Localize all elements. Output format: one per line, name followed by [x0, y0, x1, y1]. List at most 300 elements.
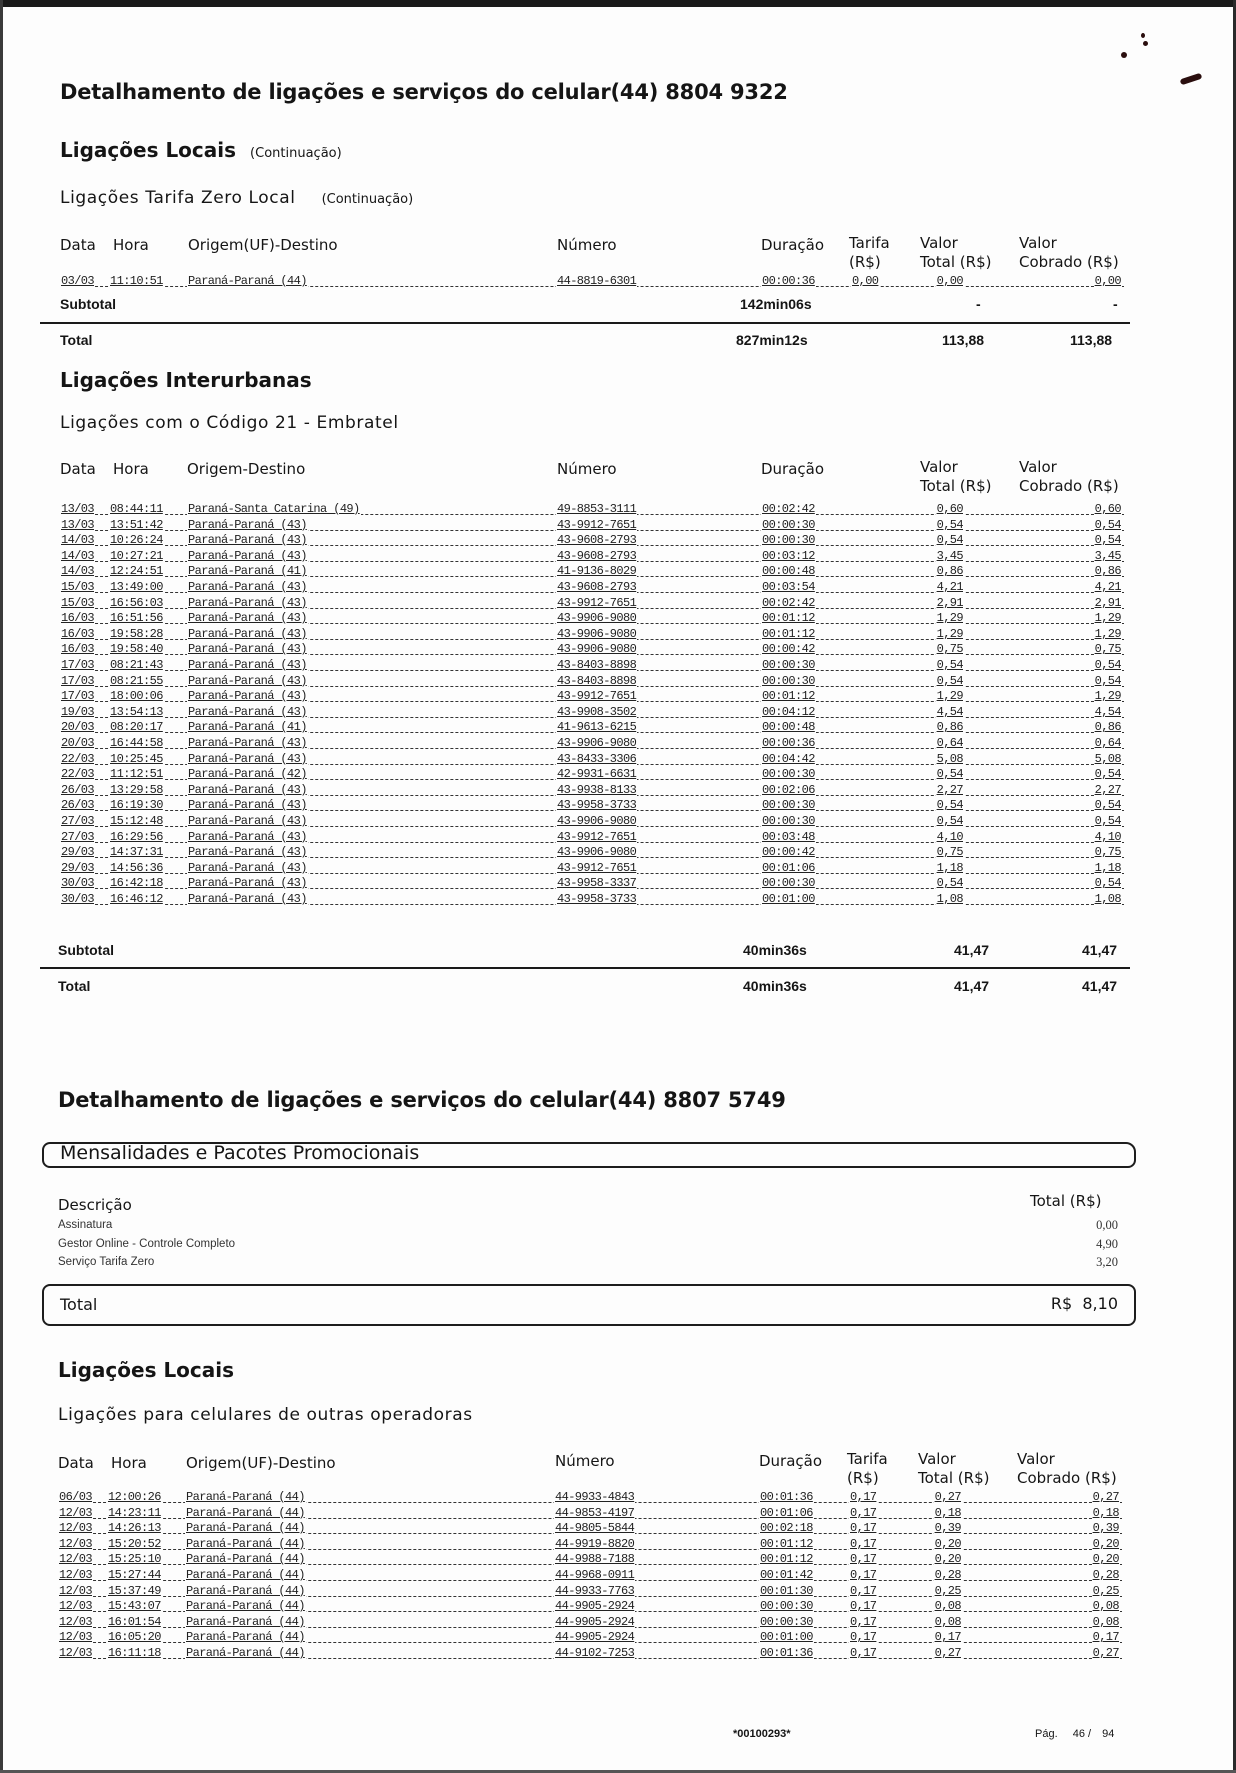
cell-data: 19/03: [61, 704, 95, 719]
cell-origem: Paraná-Paraná (43): [188, 751, 307, 766]
cell-valor-total: 2,27: [936, 782, 963, 797]
cell-tarifa: 0,17: [850, 1552, 877, 1567]
cell-duracao: 00:02:18: [760, 1521, 813, 1536]
cell-duracao: 00:03:48: [762, 829, 815, 844]
col-numero: Número: [557, 236, 617, 254]
cell-numero: 42-9931-6631: [557, 767, 637, 782]
cell-origem: Paraná-Paraná (44): [188, 274, 307, 288]
mensalidades-heading: Mensalidades e Pacotes Promocionais: [60, 1142, 420, 1164]
cell-numero: 43-9608-2793: [557, 548, 637, 563]
cell-valor-cobrado: 0,18: [1092, 1505, 1119, 1520]
cell-hora: 14:37:31: [110, 845, 163, 860]
cell-data: 30/03: [61, 892, 95, 906]
cell-origem: Paraná-Paraná (44): [186, 1490, 305, 1504]
col-data: Data: [60, 236, 96, 254]
cell-data: 20/03: [61, 720, 95, 735]
col-duracao: Duração: [761, 236, 825, 254]
cell-duracao: 00:04:42: [762, 751, 815, 766]
cell-duracao: 00:02:42: [762, 502, 815, 516]
cell-origem: Paraná-Paraná (43): [188, 892, 307, 906]
cell-valor-total: 0,54: [936, 876, 963, 891]
table-row: [60, 720, 1124, 736]
cell-hora: 14:26:13: [108, 1521, 161, 1536]
cell-data: 17/03: [61, 673, 95, 688]
cell-duracao: 00:00:30: [760, 1599, 813, 1614]
section-title-8804-9322: Detalhamento de ligações e serviços do celular(44) 8804 9322: [60, 80, 788, 104]
cell-valor-cobrado: 0,75: [1094, 845, 1121, 860]
cell-duracao: 00:00:48: [762, 564, 815, 579]
cell-valor-total: 0,39: [934, 1521, 961, 1536]
cell-valor-cobrado: 1,29: [1094, 689, 1121, 704]
scan-speck: [1141, 33, 1145, 38]
cell-duracao: 00:01:12: [762, 611, 815, 626]
col-valor-total: [918, 1450, 989, 1488]
cell-duracao: 00:01:12: [760, 1536, 813, 1551]
table-row: [60, 783, 1124, 799]
cell-data: 29/03: [61, 860, 95, 875]
cell-hora: 08:21:55: [110, 673, 163, 688]
col-duracao: Duração: [759, 1452, 823, 1470]
cell-hora: 10:26:24: [110, 533, 163, 548]
cell-origem: Paraná-Paraná (43): [188, 548, 307, 563]
cell-duracao: 00:03:54: [762, 580, 815, 594]
cell-origem: Paraná-Paraná (43): [188, 704, 307, 719]
subtotal-duracao: 40min36s: [743, 942, 807, 958]
cell-valor-cobrado: 0,28: [1092, 1568, 1119, 1582]
mensalidade-descricao: Gestor Online - Controle Completo: [58, 1237, 236, 1250]
mensalidades-total-box: [42, 1284, 1136, 1326]
col-valor-total-line1: Valor: [918, 1450, 956, 1468]
cell-data: 13/03: [61, 502, 95, 516]
cell-origem: Paraná-Paraná (43): [188, 814, 307, 828]
page-label: Pág.: [1035, 1728, 1058, 1740]
col-valor-cobrado-line2: Cobrado (R$): [1019, 253, 1119, 271]
cell-valor-total: 0,54: [936, 798, 963, 813]
cell-data: 12/03: [59, 1568, 93, 1582]
cell-duracao: 00:01:12: [762, 626, 815, 641]
table-row: [60, 689, 1124, 705]
divider: [40, 322, 1130, 324]
cell-hora: 15:27:44: [108, 1568, 161, 1582]
table-row: [60, 798, 1124, 814]
cell-hora: 13:51:42: [110, 517, 163, 532]
cell-valor-cobrado: 4,54: [1094, 704, 1121, 719]
cell-data: 12/03: [59, 1505, 93, 1520]
cell-valor-total: 1,18: [936, 860, 963, 875]
cell-data: 27/03: [61, 829, 95, 844]
cell-valor-total: 5,08: [936, 751, 963, 766]
cell-numero: 44-9968-0911: [555, 1568, 635, 1582]
cell-valor-cobrado: 0,27: [1092, 1646, 1119, 1660]
col-numero: Número: [557, 460, 617, 478]
scan-speck: [1121, 52, 1127, 58]
total-valor-total: 41,47: [954, 978, 990, 994]
cell-data: 16/03: [61, 626, 95, 641]
cell-duracao: 00:00:36: [762, 736, 815, 750]
cell-data: 12/03: [59, 1536, 93, 1551]
cell-valor-total: 1,29: [936, 611, 963, 626]
cell-origem: Paraná-Paraná (43): [188, 689, 307, 704]
cell-numero: 44-8819-6301: [557, 274, 637, 288]
cell-valor-total: 0,86: [936, 720, 963, 735]
cell-data: 26/03: [61, 798, 95, 813]
subtotal-label: Subtotal: [60, 296, 116, 312]
cell-hora: 08:20:17: [110, 720, 163, 735]
cell-valor-total: 1,29: [936, 689, 963, 704]
page-total: 94: [1102, 1728, 1115, 1740]
cell-tarifa: 0,17: [850, 1646, 877, 1660]
cell-valor-cobrado: 3,45: [1094, 548, 1121, 563]
cell-valor-cobrado: 4,10: [1094, 829, 1121, 844]
cell-numero: 43-9912-7651: [557, 595, 637, 610]
cell-numero: 44-9919-8820: [555, 1536, 635, 1551]
table-row: [60, 502, 1124, 518]
cell-origem: Paraná-Paraná (42): [188, 767, 307, 782]
cell-valor-total: 0,08: [934, 1614, 961, 1629]
cell-hora: 10:25:45: [110, 751, 163, 766]
cell-numero: 43-9938-8133: [557, 782, 637, 797]
cell-origem: Paraná-Paraná (44): [186, 1614, 305, 1629]
cell-valor-cobrado: 0,20: [1092, 1552, 1119, 1567]
cell-duracao: 00:02:06: [762, 782, 815, 797]
col-data: Data: [58, 1454, 94, 1472]
cell-valor-total: 3,45: [936, 548, 963, 563]
cell-numero: 43-9906-9080: [557, 736, 637, 750]
col-valor-cobrado-line1: Valor: [1019, 458, 1057, 476]
table-row: [58, 1630, 1122, 1646]
cell-origem: Paraná-Paraná (41): [188, 720, 307, 735]
cell-tarifa: 0,00: [852, 274, 879, 288]
mensalidade-total: 3,20: [1096, 1255, 1118, 1269]
mensalidade-total: 0,00: [1096, 1218, 1118, 1232]
table-row: [60, 658, 1124, 674]
cell-hora: 14:23:11: [108, 1505, 161, 1520]
cell-valor-total: 0,28: [934, 1568, 961, 1582]
cell-numero: 44-9805-5844: [555, 1521, 635, 1536]
divider: [40, 967, 1130, 969]
cell-numero: 44-9102-7253: [555, 1646, 635, 1660]
subheading-tarifa-zero-local: [60, 188, 413, 208]
cell-hora: 15:20:52: [108, 1536, 161, 1551]
cell-valor-cobrado: 0,54: [1094, 658, 1121, 672]
cell-valor-cobrado: 0,54: [1094, 533, 1121, 548]
subheading-text: Ligações Tarifa Zero Local: [60, 188, 296, 208]
col-valor-cobrado-line1: Valor: [1017, 1450, 1055, 1468]
col-valor-total: [920, 234, 991, 272]
total-valor-total: 113,88: [942, 332, 985, 348]
cell-tarifa: 0,17: [850, 1583, 877, 1598]
cell-valor-cobrado: 5,08: [1094, 751, 1121, 766]
total-duracao: 40min36s: [743, 978, 807, 994]
cell-valor-cobrado: 0,25: [1092, 1583, 1119, 1598]
cell-duracao: 00:00:42: [762, 845, 815, 860]
cell-duracao: 00:00:30: [760, 1614, 813, 1629]
table-row: [58, 1615, 1122, 1631]
cell-data: 15/03: [61, 580, 95, 594]
cell-data: 30/03: [61, 876, 95, 891]
col-valor-total-line1: Valor: [920, 458, 958, 476]
cell-valor-total: 2,91: [936, 595, 963, 610]
col-hora: Hora: [113, 460, 149, 478]
cell-origem: Paraná-Paraná (44): [186, 1568, 305, 1582]
cell-origem: Paraná-Paraná (44): [186, 1583, 305, 1598]
cell-origem: Paraná-Paraná (43): [188, 595, 307, 610]
cell-numero: 49-8853-3111: [557, 502, 637, 516]
col-tarifa-line1: Tarifa: [849, 234, 890, 252]
heading-text: Ligações Locais: [60, 138, 237, 162]
section-title-8807-5749: Detalhamento de ligações e serviços do celular(44) 8807 5749: [58, 1088, 786, 1112]
table-row: [60, 564, 1124, 580]
cell-data: 12/03: [59, 1552, 93, 1567]
col-duracao: Duração: [761, 460, 825, 478]
col-descricao: Descrição: [58, 1196, 132, 1214]
table-row: [58, 1537, 1122, 1553]
cell-data: 16/03: [61, 611, 95, 626]
cell-numero: 41-9136-8029: [557, 564, 637, 579]
cell-numero: 44-9933-4843: [555, 1490, 635, 1504]
cell-valor-cobrado: 1,08: [1094, 892, 1121, 906]
mensalidades-total-value: R$ 8,10: [1050, 1294, 1118, 1313]
cell-origem: Paraná-Paraná (43): [188, 626, 307, 641]
scan-speck: [1143, 41, 1148, 46]
cell-valor-total: 1,08: [936, 892, 963, 906]
cell-valor-total: 0,18: [934, 1505, 961, 1520]
cell-data: 16/03: [61, 642, 95, 657]
heading-note: (Continuação): [250, 146, 342, 161]
cell-hora: 19:58:40: [110, 642, 163, 657]
cell-numero: 43-9908-3502: [557, 704, 637, 719]
cell-hora: 13:54:13: [110, 704, 163, 719]
table-row: [58, 1521, 1122, 1537]
cell-hora: 16:51:56: [110, 611, 163, 626]
cell-data: 06/03: [59, 1490, 93, 1504]
cell-hora: 16:42:18: [110, 876, 163, 891]
cell-valor-total: 0,20: [934, 1536, 961, 1551]
cell-valor-cobrado: 0,17: [1092, 1630, 1119, 1645]
cell-duracao: 00:00:30: [762, 533, 815, 548]
cell-duracao: 00:00:42: [762, 642, 815, 657]
cell-valor-cobrado: 0,54: [1094, 673, 1121, 688]
cell-duracao: 00:01:00: [760, 1630, 813, 1645]
col-valor-total-line1: Valor: [920, 234, 958, 252]
cell-hora: 16:46:12: [110, 892, 163, 906]
cell-hora: 14:56:36: [110, 860, 163, 875]
cell-hora: 15:25:10: [108, 1552, 161, 1567]
cell-origem: Paraná-Paraná (43): [188, 798, 307, 813]
cell-valor-cobrado: 0,27: [1092, 1490, 1119, 1504]
cell-origem: Paraná-Santa Catarina (49): [188, 502, 360, 516]
col-valor-cobrado-line2: Cobrado (R$): [1017, 1469, 1117, 1487]
cell-hora: 11:10:51: [110, 274, 163, 288]
table-row: [60, 627, 1124, 643]
cell-origem: Paraná-Paraná (43): [188, 782, 307, 797]
cell-data: 12/03: [59, 1646, 93, 1660]
cell-duracao: 00:00:30: [762, 658, 815, 672]
col-valor-total-line2: Total (R$): [918, 1469, 990, 1487]
table-row: [60, 705, 1124, 721]
table-row: [60, 861, 1124, 877]
cell-origem: Paraná-Paraná (44): [186, 1630, 305, 1645]
cell-valor-total: 0,27: [934, 1646, 961, 1660]
subheading-codigo-21: Ligações com o Código 21 - Embratel: [60, 413, 399, 433]
subtotal-label: Subtotal: [58, 942, 114, 958]
heading-ligacoes-locais: [60, 138, 342, 162]
cell-valor-total: 0,54: [936, 517, 963, 532]
cell-valor-cobrado: 4,21: [1094, 580, 1121, 594]
cell-numero: 43-9906-9080: [557, 642, 637, 657]
cell-valor-cobrado: 0,00: [1094, 274, 1121, 288]
total-valor-cobrado: 41,47: [1082, 978, 1118, 994]
table-row: [60, 274, 1124, 290]
cell-origem: Paraná-Paraná (43): [188, 658, 307, 672]
mensalidade-total: 4,90: [1096, 1236, 1118, 1251]
total-duracao: 827min12s: [736, 332, 808, 348]
table-row: [58, 1552, 1122, 1568]
cell-hora: 08:21:43: [110, 658, 163, 672]
cell-data: 12/03: [59, 1521, 93, 1536]
cell-valor-total: 0,75: [936, 642, 963, 657]
cell-hora: 08:44:11: [110, 502, 163, 516]
total-label: Total: [60, 332, 93, 348]
col-origem: Origem(UF)-Destino: [186, 1454, 336, 1472]
cell-origem: Paraná-Paraná (44): [186, 1536, 305, 1551]
cell-hora: 10:27:21: [110, 548, 163, 563]
cell-valor-total: 0,20: [934, 1552, 961, 1567]
cell-data: 15/03: [61, 595, 95, 610]
cell-tarifa: 0,17: [850, 1521, 877, 1536]
cell-numero: 43-9906-9080: [557, 611, 637, 626]
table-row: [60, 845, 1124, 861]
cell-duracao: 00:01:00: [762, 892, 815, 906]
cell-numero: 43-9912-7651: [557, 689, 637, 704]
cell-origem: Paraná-Paraná (41): [188, 564, 307, 579]
col-numero: Número: [555, 1452, 615, 1470]
cell-numero: 43-9912-7651: [557, 860, 637, 875]
cell-valor-total: 0,54: [936, 767, 963, 782]
col-valor-total: [920, 458, 991, 496]
cell-numero: 43-9608-2793: [557, 580, 637, 594]
col-tarifa-line1: Tarifa: [847, 1450, 888, 1468]
cell-valor-cobrado: 0,54: [1094, 876, 1121, 891]
table-row: [60, 518, 1124, 534]
cell-hora: 16:01:54: [108, 1614, 161, 1629]
table-row: [60, 642, 1124, 658]
cell-origem: Paraná-Paraná (43): [188, 829, 307, 844]
col-valor-cobrado: [1019, 234, 1119, 272]
cell-duracao: 00:01:30: [760, 1583, 813, 1598]
cell-origem: Paraná-Paraná (44): [186, 1599, 305, 1614]
cell-valor-cobrado: 0,08: [1092, 1614, 1119, 1629]
col-tarifa-line2: (R$): [847, 1469, 879, 1487]
cell-valor-total: 0,54: [936, 673, 963, 688]
subheading-note: (Continuação): [321, 192, 414, 207]
cell-origem: Paraná-Paraná (43): [188, 876, 307, 891]
table-row: [58, 1599, 1122, 1615]
cell-data: 12/03: [59, 1599, 93, 1614]
subtotal-duracao: 142min06s: [740, 296, 812, 312]
cell-tarifa: 0,17: [850, 1490, 877, 1504]
table-row: [58, 1646, 1122, 1662]
cell-numero: 44-9853-4197: [555, 1505, 635, 1520]
cell-valor-total: 0,75: [936, 845, 963, 860]
cell-duracao: 00:01:12: [760, 1552, 813, 1567]
col-origem: Origem(UF)-Destino: [188, 236, 338, 254]
cell-duracao: 00:01:06: [762, 860, 815, 875]
scan-mark: [1180, 73, 1203, 86]
cell-numero: 44-9905-2924: [555, 1614, 635, 1629]
cell-valor-cobrado: 0,08: [1092, 1599, 1119, 1614]
cell-origem: Paraná-Paraná (43): [188, 736, 307, 750]
cell-numero: 43-9958-3733: [557, 892, 637, 906]
col-valor-cobrado-line1: Valor: [1019, 234, 1057, 252]
col-origem: Origem-Destino: [187, 460, 306, 478]
table-row: [60, 752, 1124, 768]
table-row: [60, 814, 1124, 830]
cell-valor-cobrado: 1,18: [1094, 860, 1121, 875]
mensalidade-descricao: Serviço Tarifa Zero: [58, 1256, 155, 1268]
cell-valor-cobrado: 0,54: [1094, 814, 1121, 828]
cell-duracao: 00:00:30: [762, 767, 815, 782]
col-valor-cobrado: [1017, 1450, 1117, 1488]
col-data: Data: [60, 460, 96, 478]
table-row: [60, 674, 1124, 690]
cell-valor-cobrado: 1,29: [1094, 626, 1121, 641]
cell-numero: 41-9613-6215: [557, 720, 637, 735]
cell-origem: Paraná-Paraná (43): [188, 673, 307, 688]
cell-duracao: 00:00:30: [762, 517, 815, 532]
cell-hora: 16:19:30: [110, 798, 163, 813]
col-tarifa-line2: (R$): [849, 253, 881, 271]
table-row: [58, 1568, 1122, 1584]
table-row: [60, 830, 1124, 846]
cell-valor-total: 4,21: [936, 580, 963, 594]
cell-numero: 43-9906-9080: [557, 626, 637, 641]
cell-duracao: 00:00:30: [762, 876, 815, 891]
cell-numero: 43-8403-8898: [557, 658, 637, 672]
cell-valor-cobrado: 0,60: [1094, 502, 1121, 516]
cell-duracao: 00:04:12: [762, 704, 815, 719]
cell-origem: Paraná-Paraná (43): [188, 642, 307, 657]
table-row: [60, 580, 1124, 596]
cell-valor-total: 0,64: [936, 736, 963, 750]
cell-data: 17/03: [61, 689, 95, 704]
cell-hora: 12:00:26: [108, 1490, 161, 1504]
table-row: [60, 767, 1124, 783]
cell-data: 12/03: [59, 1583, 93, 1598]
cell-numero: 44-9933-7763: [555, 1583, 635, 1598]
cell-duracao: 00:01:12: [762, 689, 815, 704]
cell-valor-total: 4,10: [936, 829, 963, 844]
cell-numero: 43-9958-3733: [557, 798, 637, 813]
table-row: [60, 596, 1124, 612]
cell-data: 13/03: [61, 517, 95, 532]
cell-valor-cobrado: 1,29: [1094, 611, 1121, 626]
cell-data: 12/03: [59, 1614, 93, 1629]
cell-numero: 43-9912-7651: [557, 517, 637, 532]
col-valor-cobrado-line2: Cobrado (R$): [1019, 477, 1119, 495]
cell-hora: 15:37:49: [108, 1583, 161, 1598]
cell-valor-cobrado: 0,86: [1094, 720, 1121, 735]
cell-valor-total: 0,86: [936, 564, 963, 579]
col-valor-total-line2: Total (R$): [920, 477, 992, 495]
cell-hora: 13:29:58: [110, 782, 163, 797]
cell-valor-total: 0,60: [936, 502, 963, 516]
cell-hora: 11:12:51: [110, 767, 163, 782]
cell-numero: 43-8403-8898: [557, 673, 637, 688]
col-valor-total-line2: Total (R$): [920, 253, 992, 271]
subtotal-valor-cobrado: -: [1113, 296, 1118, 312]
col-total: Total (R$): [1030, 1192, 1102, 1210]
